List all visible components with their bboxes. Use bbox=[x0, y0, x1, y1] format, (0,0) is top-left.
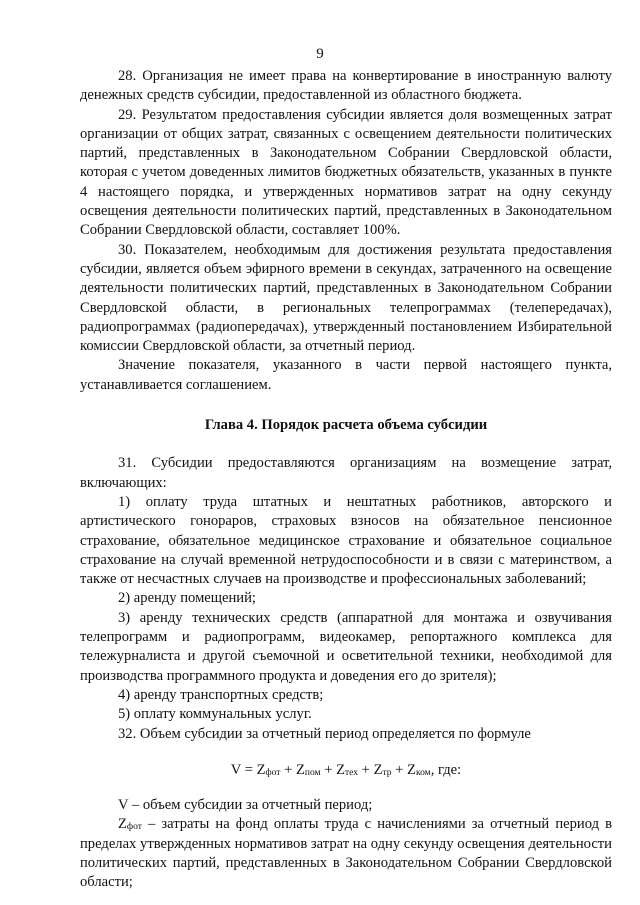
paragraph-31: 31. Субсидии предоставляются организациям на возмещение затрат, включающих: bbox=[80, 455, 612, 491]
paragraph-32: 32. Объем субсидии за отчетный период определяется по формуле bbox=[118, 725, 531, 742]
list-item-2: 2) аренду помещений; bbox=[118, 590, 256, 607]
formula-tail: , где: bbox=[430, 761, 462, 778]
list-item-3: 3) аренду технических средств (аппаратной для монтажа и озвучивания телепрограмм и радиопрограмм, видеокамер, репортажного комплекса для тележурналиста и другой съемочной и осветительной техники, необходимой для производства программного продукта и доведения его до зрителя); bbox=[80, 609, 612, 684]
formula-lhs: V = bbox=[230, 761, 257, 778]
formula-z-fot: Z bbox=[256, 761, 266, 778]
formula-z-tex: Z bbox=[336, 761, 346, 778]
definition-v: V – объем субсидии за отчетный период; bbox=[118, 797, 373, 814]
formula-sub-kom: ком bbox=[415, 767, 431, 778]
formula-plus: + bbox=[358, 761, 374, 778]
formula-sub-pom: пом bbox=[304, 767, 321, 778]
formula-plus: + bbox=[391, 761, 408, 778]
list-item-5: 5) оплату коммунальных услуг. bbox=[118, 706, 312, 723]
definition-zfot bbox=[80, 815, 612, 892]
formula-z-kom: Z bbox=[407, 761, 416, 778]
paragraph-30: 30. Показателем, необходимым для достижения результата предоставления субсидии, является объем эфирного времени в секундах, затраченного на освещение деятельности политических партий, представленных в Законодательном Собрании Свердловской области, в региональных телепрограммах (телепередачах), радиопрограммах (радиопередачах), утвержденный постановлением Избирательной комиссии Свердловской области, за отчетный период. bbox=[80, 241, 612, 355]
formula-plus: + bbox=[320, 761, 337, 778]
formula-sub-fot: фот bbox=[265, 767, 281, 778]
formula-sub-tr: тр bbox=[382, 767, 392, 778]
formula-plus: + bbox=[280, 761, 296, 778]
document-body bbox=[80, 67, 612, 893]
paragraph-29: 29. Результатом предоставления субсидии является доля возмещенных затрат организации от общих затрат, связанных с освещением деятельности политических партий, представленных в Законодательном Собрании Свердловской области, которая с учетом доведенных лимитов бюджетных обязательств, указанных в пункте 4 настоящего порядка, и утвержденных нормативов затрат на одну секунду освещения деятельности политических партий, представленных в Законодательном Собрании Свердловской области, составляет 100%. bbox=[80, 106, 612, 239]
paragraph-30-value: Значение показателя, указанного в части первой настоящего пункта, устанавливается соглашением. bbox=[80, 357, 612, 393]
zfot-subscript: фот bbox=[126, 822, 142, 833]
list-item-1: 1) оплату труда штатных и нештатных работников, авторского и артистического гонораров, страховых взносов на обязательное пенсионное страхование, обязательное медицинское страхование и обязательное социальное страхование на случай временной нетрудоспособности и в связи с материнством, а также от несчастных случаев на производстве и профессиональных заболеваний; bbox=[80, 493, 612, 588]
zfot-text: – затраты на фонд оплаты труда с начислениями за отчетный период в пределах утвержденных нормативов затрат на одну секунду освещения деятельности политических партий, представленных в Законодательном Собрании Свердловской области; bbox=[80, 816, 612, 891]
list-item-4: 4) аренду транспортных средств; bbox=[118, 686, 324, 703]
paragraph-28: 28. Организация не имеет права на конвертирование в иностранную валюту денежных средств субсидии, предоставленной из областного бюджета. bbox=[80, 68, 612, 104]
chapter-heading: Глава 4. Порядок расчета объема субсидии bbox=[204, 417, 488, 434]
formula-z-pom: Z bbox=[295, 761, 305, 778]
formula-sub-tex: тех bbox=[345, 767, 359, 778]
zfot-symbol: Z bbox=[118, 816, 127, 833]
page-number: 9 bbox=[316, 46, 324, 62]
subsidy-formula bbox=[80, 761, 612, 780]
formula-z-tr: Z bbox=[373, 761, 383, 778]
